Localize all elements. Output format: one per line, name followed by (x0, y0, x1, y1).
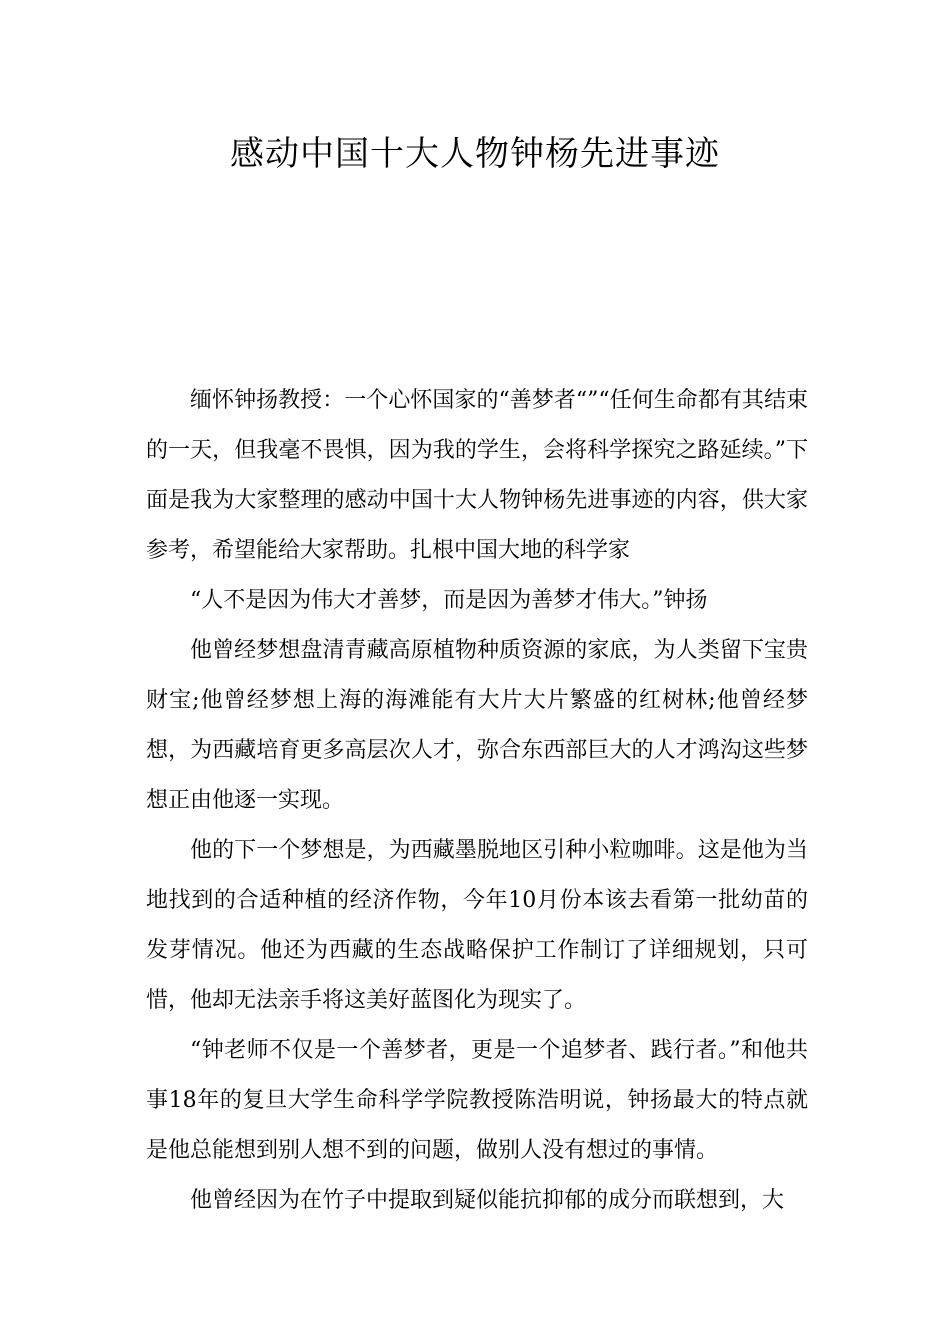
paragraph-next-dream: 他的下一个梦想是，为西藏墨脱地区引种小粒咖啡。这是他为当地找到的合适种植的经济作物，今年10月份本该去看第一批幼苗的发芽情况。他还为西藏的生态战略保护工作制订了详细规划，只可惜，他却无法亲手将这美好蓝图化为现实了。 (146, 838, 808, 1013)
document-body (146, 376, 808, 1226)
paragraph-quote: “人不是因为伟大才善梦，而是因为善梦才伟大。”钟扬 (190, 588, 708, 613)
paragraph-intro: 缅怀钟扬教授：一个心怀国家的“善梦者“”“任何生命都有其结束的一天，但我毫不畏惧，因为我的学生，会将科学探究之路延续。”下面是我为大家整理的感动中国十大人物钟杨先进事迹的内容，供大家参考，希望能给大家帮助。扎根中国大地的科学家 (146, 388, 808, 563)
paragraph-bamboo: 他曾经因为在竹子中提取到疑似能抗抑郁的成分而联想到，大 (190, 1188, 785, 1213)
paragraph-dreams: 他曾经梦想盘清青藏高原植物种质资源的家底，为人类留下宝贵财宝;他曾经梦想上海的海滩能有大片大片繁盛的红树林;他曾经梦想，为西藏培育更多高层次人才，弥合东西部巨大的人才鸿沟这些梦想正由他逐一实现。 (146, 638, 808, 813)
paragraph-colleague-quote: “钟老师不仅是一个善梦者，更是一个追梦者、践行者。”和他共事18年的复旦大学生命科学学院教授陈浩明说，钟扬最大的特点就是他总能想到别人想不到的问题，做别人没有想过的事情。 (146, 1038, 808, 1163)
document-title: 感动中国十大人物钟杨先进事迹 (230, 134, 720, 174)
